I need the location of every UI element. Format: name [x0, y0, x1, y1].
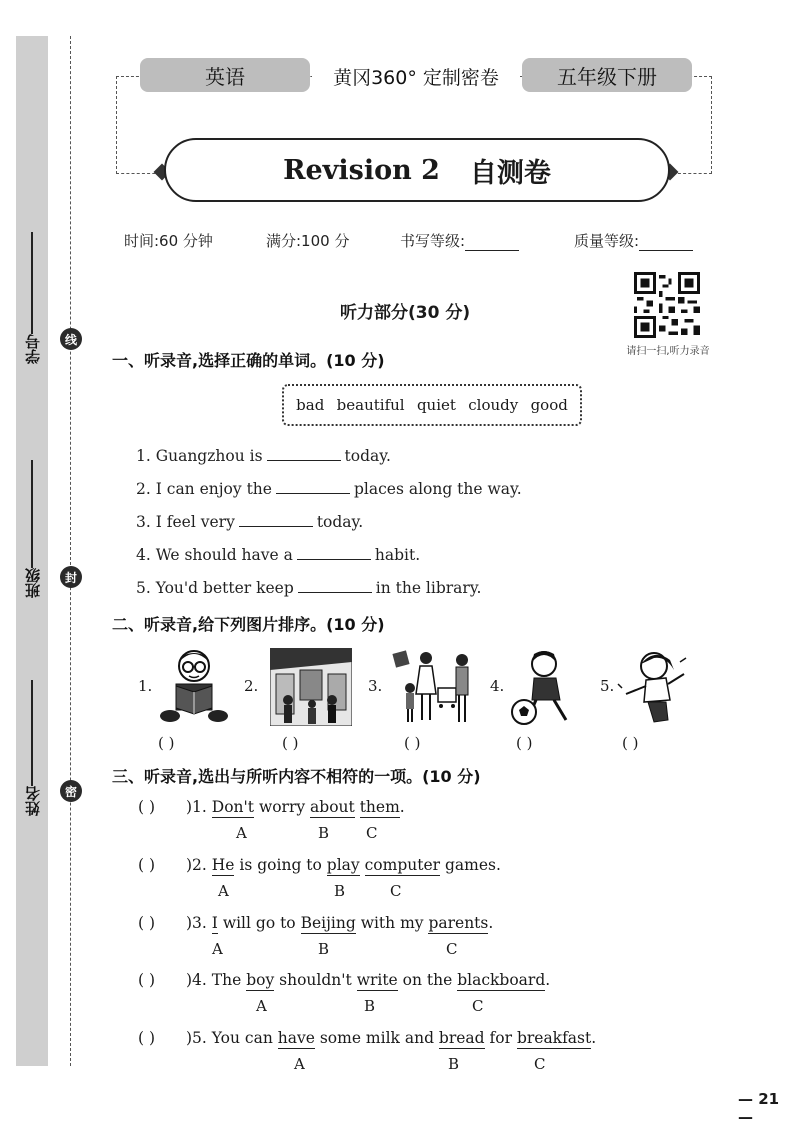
- grade-pill: 五年级下册: [522, 58, 692, 92]
- option-label: C: [390, 882, 402, 900]
- question-number: )4.: [186, 971, 207, 989]
- cut-line: [70, 36, 71, 1066]
- class-field[interactable]: 班级: [22, 460, 42, 598]
- question-text: shouldn't: [274, 971, 357, 989]
- qr-caption: 请扫一扫,听力录音: [626, 346, 710, 357]
- question-2: [186, 856, 501, 874]
- question-number: )2.: [186, 856, 207, 874]
- seal-xian: 线: [60, 328, 82, 350]
- question-text: is going to: [234, 856, 327, 874]
- subject-pill: 英语: [140, 58, 310, 92]
- listening-part-title: 听力部分(30 分): [340, 303, 471, 323]
- option-label: B: [364, 997, 376, 1015]
- answer-blank[interactable]: [297, 546, 371, 560]
- option-word: He: [211, 856, 235, 874]
- fill-line-text: 2. I can enjoy the: [136, 480, 272, 498]
- question-text: The: [211, 971, 247, 989]
- option-word: about: [310, 798, 355, 816]
- option-word: have: [277, 1029, 315, 1047]
- name-field[interactable]: 姓名: [22, 680, 42, 816]
- fill-line-1: [136, 447, 391, 465]
- option-label: A: [236, 824, 247, 842]
- answer-paren[interactable]: ( ): [282, 734, 299, 752]
- score-info: 满分:100 分: [266, 232, 350, 250]
- fill-line-3: [136, 513, 363, 531]
- question-text: games.: [440, 856, 501, 874]
- street-scene-picture: [270, 648, 352, 726]
- answer-blank[interactable]: [276, 480, 350, 494]
- option-label: C: [446, 940, 458, 958]
- option-label: A: [294, 1055, 305, 1073]
- fill-line-text: habit.: [374, 546, 421, 564]
- option-label: A: [212, 940, 223, 958]
- word-bank-item: quiet: [416, 396, 456, 414]
- question-number: )3.: [186, 914, 207, 932]
- seal-feng: 封: [60, 566, 82, 588]
- quality-grade: [574, 230, 693, 251]
- question-text: You can: [211, 1029, 278, 1047]
- option-label: A: [256, 997, 267, 1015]
- section3-title: 三、听录音,选出与所听内容不相符的一项。(10 分): [112, 767, 481, 786]
- option-label: B: [318, 824, 330, 842]
- seal-mi: 密: [60, 780, 82, 802]
- writing-grade: [400, 230, 519, 251]
- boy-reading-picture: [156, 648, 232, 726]
- picture-number: 3.: [368, 677, 383, 695]
- picture-number: 5.: [600, 677, 615, 695]
- section1-title: 一、听录音,选择正确的单词。(10 分): [112, 351, 385, 370]
- quality-grade-label: 质量等级:: [574, 232, 640, 250]
- question-1: [186, 798, 405, 816]
- answer-paren[interactable]: ( ): [138, 914, 156, 932]
- answer-blank[interactable]: [239, 513, 313, 527]
- fill-line-text: today.: [344, 447, 391, 465]
- writing-grade-blank[interactable]: [465, 237, 519, 251]
- option-label: B: [318, 940, 330, 958]
- question-text: for: [484, 1029, 517, 1047]
- question-text: with my: [355, 914, 429, 932]
- answer-paren[interactable]: ( ): [138, 971, 156, 989]
- option-word: breakfast: [516, 1029, 592, 1047]
- option-word: boy: [246, 971, 275, 989]
- family-shopping-picture: [392, 648, 474, 726]
- qr-code-icon[interactable]: [634, 272, 700, 338]
- title-en: Revision 2: [283, 154, 440, 186]
- question-text: .: [591, 1029, 597, 1047]
- option-label: C: [366, 824, 378, 842]
- picture-number: 4.: [490, 677, 505, 695]
- picture-number: 2.: [244, 677, 259, 695]
- option-label: A: [218, 882, 229, 900]
- girl-falling-picture: [614, 648, 690, 726]
- question-text: some milk and: [314, 1029, 439, 1047]
- question-text: .: [545, 971, 551, 989]
- option-label: C: [472, 997, 484, 1015]
- boy-football-picture: [506, 648, 580, 728]
- question-text: [355, 798, 360, 816]
- word-bank-item: bad: [296, 396, 325, 414]
- question-text: will go to: [217, 914, 301, 932]
- fill-line-text: in the library.: [375, 579, 482, 597]
- page-number: — 21 —: [738, 1090, 780, 1124]
- page-title: [164, 138, 670, 202]
- writing-grade-label: 书写等级:: [400, 232, 466, 250]
- answer-paren[interactable]: ( ): [404, 734, 421, 752]
- word-bank: [282, 384, 582, 426]
- question-5: [186, 1029, 596, 1047]
- section2-title: 二、听录音,给下列图片排序。(10 分): [112, 615, 385, 634]
- answer-paren[interactable]: ( ): [138, 1029, 156, 1047]
- answer-blank[interactable]: [298, 579, 372, 593]
- fill-line-text: places along the way.: [353, 480, 522, 498]
- option-word: I: [211, 914, 218, 932]
- word-bank-item: cloudy: [468, 396, 519, 414]
- title-cn: 自测卷: [469, 157, 551, 189]
- question-text: .: [399, 798, 405, 816]
- student-number-field[interactable]: 学号: [22, 232, 42, 364]
- option-word: computer: [364, 856, 441, 874]
- time-info: 时间:60 分钟: [124, 232, 213, 250]
- option-word: Beijing: [300, 914, 356, 932]
- option-word: blackboard: [457, 971, 546, 989]
- fill-line-2: [136, 480, 522, 498]
- question-3: [186, 914, 493, 932]
- question-number: )5.: [186, 1029, 207, 1047]
- picture-number: 1.: [138, 677, 153, 695]
- series-name: 黄冈360° 定制密卷: [312, 60, 520, 92]
- fill-line-text: 5. You'd better keep: [136, 579, 294, 597]
- answer-paren[interactable]: ( ): [622, 734, 639, 752]
- answer-paren[interactable]: ( ): [516, 734, 533, 752]
- option-label: C: [534, 1055, 546, 1073]
- option-word: bread: [438, 1029, 485, 1047]
- question-number: )1.: [186, 798, 207, 816]
- quality-grade-blank[interactable]: [639, 237, 693, 251]
- question-4: [186, 971, 550, 989]
- fill-line-text: 3. I feel very: [136, 513, 235, 531]
- answer-blank[interactable]: [267, 447, 341, 461]
- fill-line-text: 4. We should have a: [136, 546, 293, 564]
- option-word: them: [359, 798, 400, 816]
- option-word: parents: [428, 914, 489, 932]
- option-label: B: [334, 882, 346, 900]
- fill-line-5: [136, 579, 481, 597]
- question-text: .: [488, 914, 494, 932]
- option-word: write: [356, 971, 398, 989]
- question-text: [360, 856, 365, 874]
- answer-paren[interactable]: ( ): [158, 734, 175, 752]
- word-bank-item: beautiful: [336, 396, 405, 414]
- option-word: Don't: [211, 798, 255, 816]
- question-text: on the: [397, 971, 458, 989]
- answer-paren[interactable]: ( ): [138, 856, 156, 874]
- option-word: play: [326, 856, 360, 874]
- fill-line-text: 1. Guangzhou is: [136, 447, 263, 465]
- answer-paren[interactable]: ( ): [138, 798, 156, 816]
- fill-line-4: [136, 546, 420, 564]
- question-text: worry: [254, 798, 311, 816]
- word-bank-item: good: [530, 396, 568, 414]
- fill-line-text: today.: [316, 513, 364, 531]
- option-label: B: [448, 1055, 460, 1073]
